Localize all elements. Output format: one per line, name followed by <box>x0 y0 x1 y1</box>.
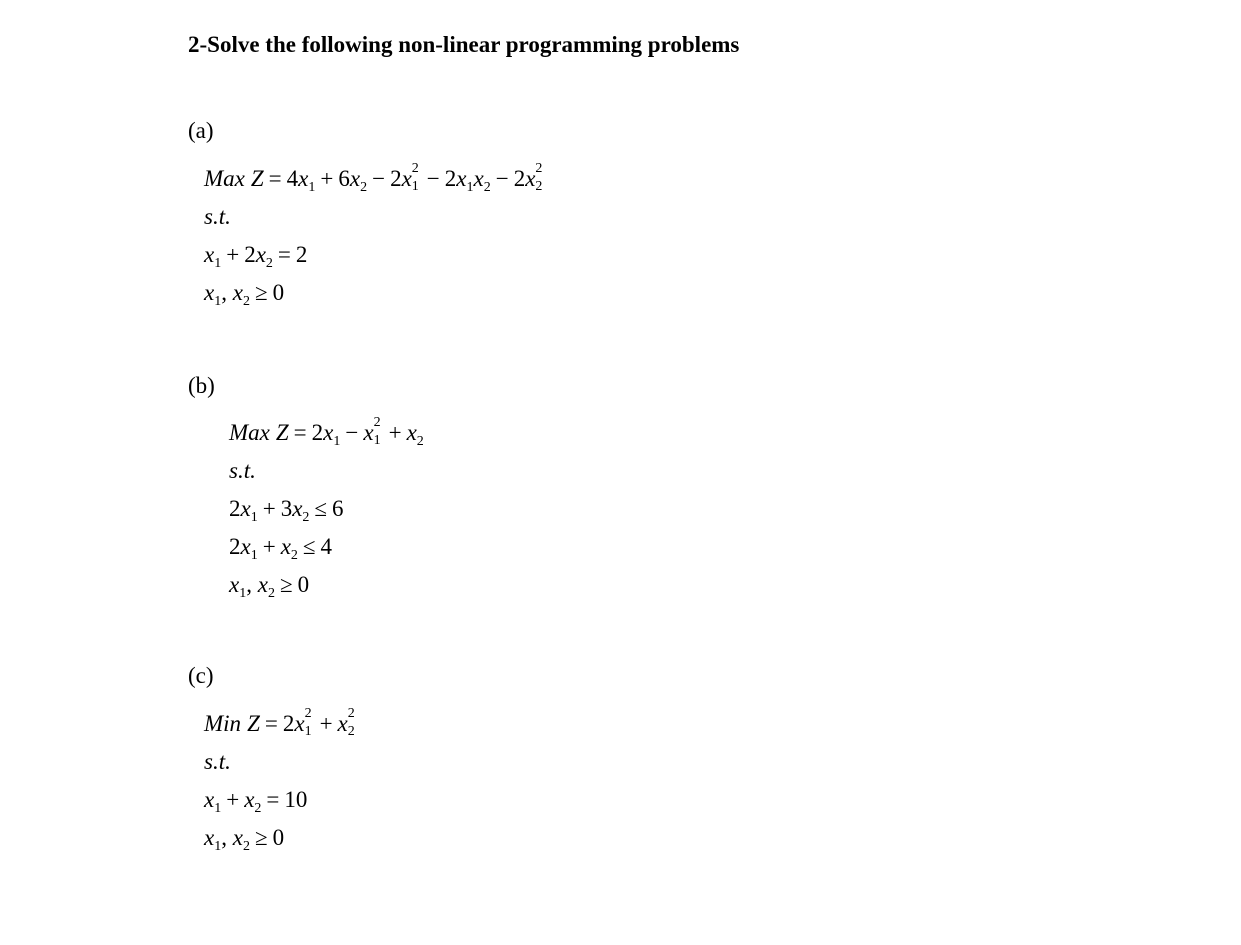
part-b-constraint-1: $2x_1 + 3x_2 \le 6$ <box>229 496 344 525</box>
part-c-objective: Min Z = 2x 2 1 + x 2 2 <box>204 706 355 739</box>
part-a-constraint-1: $x_1 + 2x_2 = 2$ <box>204 242 308 271</box>
objective-variable: Z <box>275 420 289 445</box>
objective-variable: Z <box>250 166 264 191</box>
part-c-problem <box>204 706 358 861</box>
part-c-nonnegativity: $x_1$, $x_2 \ge 0$ <box>204 825 285 854</box>
part-b-problem <box>229 415 424 608</box>
objective-keyword: Max <box>229 420 270 445</box>
part-b-label: (b) <box>188 373 215 398</box>
part-a-label: (a) <box>188 118 214 143</box>
part-a-problem <box>204 161 545 316</box>
part-c-subject-to: s.t. <box>204 749 231 774</box>
part-b-constraint-2: $2x_1 + x_2 \le 4$ <box>229 534 333 563</box>
part-b-nonnegativity: $x_1$, $x_2 \ge 0$ <box>229 572 310 601</box>
part-c-constraint-1: $x_1 + x_2 = 10$ <box>204 787 308 816</box>
part-c-label: (c) <box>188 663 214 688</box>
part-a-objective: Max $Z = 4x_1 + 6x_2 - 2x$ 2 1 − $2x_1x_2 - 2x$ 2 2 <box>204 161 543 195</box>
page-title: 2-Solve the following non-linear programming problems <box>188 32 740 57</box>
part-a-nonnegativity: $x_1$, $x_2 \ge 0$ <box>204 280 285 309</box>
objective-keyword: Max <box>204 166 245 191</box>
part-a-subject-to: s.t. <box>204 204 231 229</box>
part-b-objective: Max $Z = 2x_1 - x$ 2 1 + $x_2$ <box>229 415 424 449</box>
part-b-subject-to: s.t. <box>229 458 256 483</box>
objective-keyword: Min <box>204 711 242 736</box>
objective-variable: Z <box>247 711 260 736</box>
